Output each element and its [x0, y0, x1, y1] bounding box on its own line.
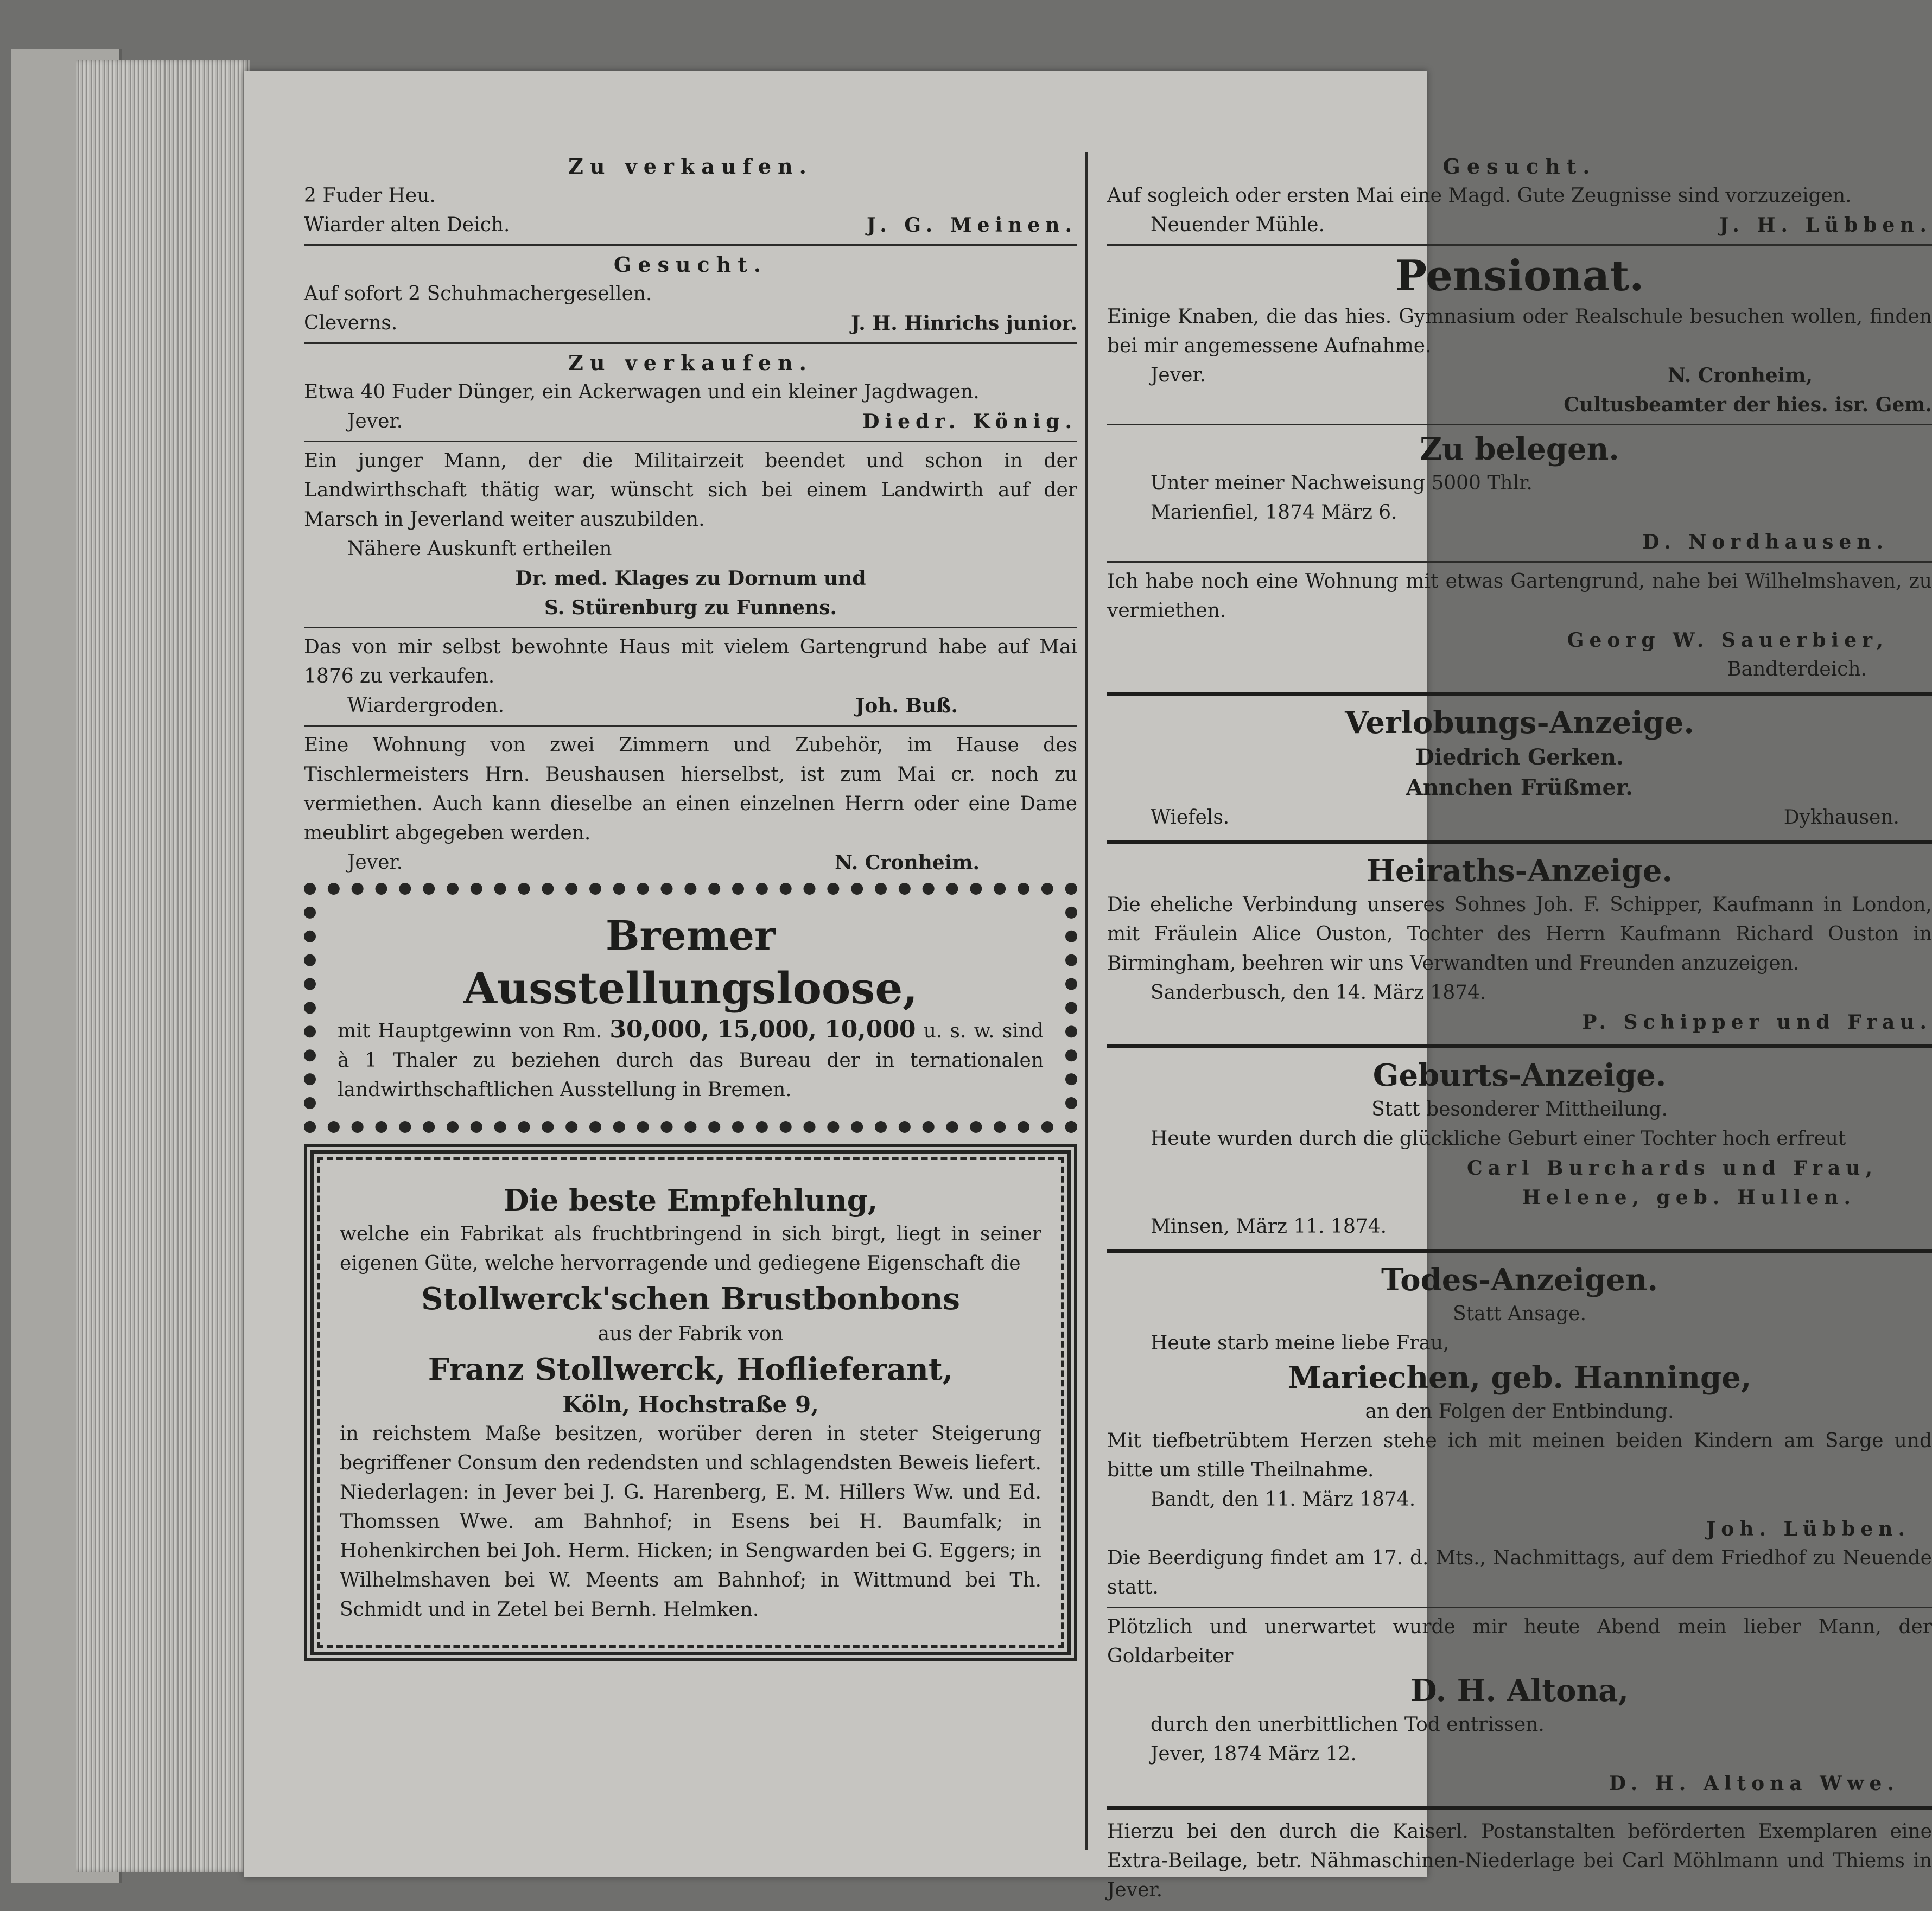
ad-text: Einige Knaben, die das hies. Gymnasium oder Realschule besuchen wollen, finden bei mir angemessene Aufnahme.	[1107, 305, 1932, 357]
ad-title: Geburts-Anzeige.	[1372, 1058, 1667, 1093]
ad-signature: Joh. Lübben.	[1706, 1518, 1910, 1540]
ad-signature: Dr. med. Klages zu Dornum und	[515, 567, 866, 590]
deceased-name: Mariechen, geb. Hanninge,	[1287, 1360, 1752, 1396]
maker-name: Franz Stollwerck, Hoflieferant,	[428, 1352, 954, 1387]
ad-apartment	[304, 731, 1077, 877]
separator	[1107, 1044, 1932, 1048]
ad-text: Eine Wohnung von zwei Zimmern und Zubehör, im Hause des Tischlermeisters Hrn. Beushausen hierselbst, ist zum Mai cr. noch zu vermiethen. Auch kann dieselbe an einen einzelnen Herrn oder eine Dame meublirt abgegeben werden.	[304, 734, 1077, 844]
ad-heading: Gesucht.	[613, 252, 768, 277]
ad-text: Die Beerdigung findet am 17. d. Mts., Nachmittags, auf dem Friedhof zu Neuende statt.	[1107, 1547, 1932, 1598]
separator	[304, 441, 1077, 442]
ad-text: Unter meiner Nachweisung 5000 Thlr.	[1151, 472, 1533, 494]
ad-engagement	[1107, 703, 1932, 832]
ad-text: mit Hauptgewinn von Rm.	[338, 1020, 602, 1042]
ad-subtitle: Statt Ansage.	[1453, 1303, 1586, 1325]
ad-title: Verlobungs-Anzeige.	[1345, 705, 1694, 741]
column-divider	[1085, 152, 1088, 1850]
deceased-name: D. H. Altona,	[1410, 1673, 1629, 1709]
ad-title: Pensionat.	[1395, 251, 1644, 301]
newspaper-page	[244, 71, 1932, 1901]
ad-text: Auf sogleich oder ersten Mai eine Magd. Gute Zeugnisse sind vorzuzeigen.	[1107, 184, 1852, 207]
person-name: Diedrich Gerken.	[1415, 744, 1624, 770]
ad-place: Neuender Mühle.	[1151, 214, 1325, 236]
ad-text: Mit tiefbetrübtem Herzen stehe ich mit meinen beiden Kindern am Sarge und bitte um stille Theilnahme.	[1107, 1430, 1932, 1481]
ad-signature: N. Cronheim.	[835, 851, 980, 874]
supplement-note	[1107, 1817, 1932, 1905]
ad-heading: Gesucht.	[1442, 154, 1597, 179]
ad-date: Bandt, den 11. März 1874.	[1151, 1488, 1416, 1511]
ad-signature: J. H. Hinrichs junior.	[850, 312, 1077, 335]
separator	[1107, 1249, 1932, 1253]
ad-text: Ich habe noch eine Wohnung mit etwas Gartengrund, nahe bei Wilhelmshaven, zu vermiethen.	[1107, 570, 1932, 622]
ad-shoemakers-wanted	[304, 250, 1077, 338]
ad-text: in reichstem Maße besitzen, worüber deren in steter Steigerung begriffener Consum den redendsten und schlagendsten Beweis liefert. Niederlagen: in Jever bei J. G. Harenberg, E. M. Hillers Ww. und Ed. Thomssen Wwe. am Bahnhof; in Esens bei H. Baumfalk; in Hohenkirchen bei Joh. Herm. Hicken; in Sengwarden bei G. Eggers; in Wilhelmshaven bei W. Meents am Bahnhof; in Wittmund bei Th. Schmidt und in Zetel bei Bernh. Helmken.	[340, 1423, 1041, 1621]
ad-subtitle: Ausstellungsloose,	[463, 963, 918, 1014]
separator	[304, 244, 1077, 246]
ad-signature: Carl Burchards und Frau,	[1466, 1157, 1878, 1180]
ad-title: Bremer	[606, 913, 776, 959]
ad-place: Bandterdeich.	[1727, 658, 1867, 680]
ad-text: Auf sofort 2 Schuhmachergesellen.	[304, 283, 652, 305]
ad-signature: D. H. Altona Wwe.	[1609, 1772, 1899, 1795]
ad-place: Wiefels.	[1151, 806, 1230, 829]
separator	[304, 342, 1077, 344]
ad-heading: Zu verkaufen.	[568, 351, 813, 375]
separator	[1107, 424, 1932, 425]
prize-amount: 10,000	[824, 1016, 916, 1043]
ad-house-sale	[304, 633, 1077, 721]
ad-signature: Joh. Buß.	[855, 695, 958, 717]
ad-signature: Georg W. Sauerbier,	[1567, 629, 1889, 652]
ad-text: durch den unerbittlichen Tod entrissen.	[1151, 1713, 1545, 1736]
ad-text: Nähere Auskunft ertheilen	[347, 538, 612, 560]
ad-signature: N. Cronheim,	[1668, 364, 1813, 387]
ad-signature: Diedr. König.	[862, 410, 1077, 433]
ad-manure-sale	[304, 348, 1077, 436]
ad-signature-role: Cultusbeamter der hies. isr. Gem.	[1564, 393, 1932, 416]
ad-death-notices	[1107, 1260, 1932, 1798]
ad-place: Dykhausen.	[1783, 806, 1899, 829]
prize-amount: 30,000,	[609, 1016, 710, 1043]
ad-maid-wanted	[1107, 152, 1932, 240]
ad-place: Wiardergroden.	[347, 695, 505, 717]
ad-marriage	[1107, 851, 1932, 1037]
separator	[304, 627, 1077, 628]
page-edges	[76, 60, 250, 1872]
ad-text: u. s. w. sind à 1 Thaler zu beziehen durch das Bureau der in ternationalen landwirthschaftlichen Ausstellung in Bremen.	[338, 1020, 1044, 1101]
person-name: Annchen Früßmer.	[1406, 775, 1634, 800]
ad-stollwerck	[304, 1144, 1077, 1661]
ad-text: an den Folgen der Entbindung.	[1365, 1400, 1674, 1423]
separator	[304, 725, 1077, 727]
ad-title: Die beste Empfehlung,	[503, 1183, 878, 1218]
left-column	[304, 152, 1077, 1661]
ad-text: Die eheliche Verbindung unseres Sohnes Joh. F. Schipper, Kaufmann in London, mit Fräulein Alice Ouston, Tochter des Herrn Kaufmann Richard Ouston in Birmingham, beehren wir uns Verwandten und Freunden anzuzeigen.	[1107, 894, 1932, 974]
separator	[1107, 1607, 1932, 1608]
ad-text: Plötzlich und unerwartet wurde mir heute Abend mein lieber Mann, der Goldarbeiter	[1107, 1616, 1932, 1667]
ad-signature: J. H. Lübben.	[1719, 214, 1932, 237]
ad-text: 2 Fuder Heu.	[304, 184, 436, 207]
ad-place: Jever.	[347, 851, 403, 874]
ad-title: Todes-Anzeigen.	[1381, 1262, 1658, 1298]
ad-text: welche ein Fabrikat als fruchtbringend in sich birgt, liegt in seiner eigenen Güte, welche hervorragende und gediegene Eigenschaft die	[340, 1223, 1041, 1275]
ad-bremer-lottery	[304, 883, 1077, 1133]
separator	[1107, 840, 1932, 844]
ad-heading: Zu verkaufen.	[568, 154, 813, 179]
ad-signature: P. Schipper und Frau.	[1582, 1011, 1932, 1034]
ad-birth	[1107, 1056, 1932, 1241]
ad-place: Jever.	[1151, 364, 1206, 386]
ad-date: Sanderbusch, den 14. März 1874.	[1151, 982, 1486, 1004]
ad-date: Minsen, März 11. 1874.	[1151, 1215, 1387, 1238]
ad-signature: S. Stürenburg zu Funnens.	[544, 596, 837, 619]
ad-young-man	[304, 447, 1077, 622]
product-name: Stollwerck'schen Brustbonbons	[421, 1281, 960, 1317]
ad-text: Ein junger Mann, der die Militairzeit beendet und schon in der Landwirthschaft thätig war, wünscht sich bei einem Landwirth auf der Marsch in Jeverland weiter auszubilden.	[304, 450, 1077, 531]
ad-text: Hierzu bei den durch die Kaiserl. Postanstalten beförderten Exemplaren eine Extra-Beilage, betr. Nähmaschinen-Niederlage bei Carl Möhlmann und Thiems in Jever.	[1107, 1820, 1932, 1901]
separator	[1107, 692, 1932, 696]
ad-hay-sale	[304, 152, 1077, 240]
ad-place: Jever.	[347, 410, 403, 432]
ad-loan	[1107, 430, 1932, 557]
ad-pension	[1107, 250, 1932, 419]
maker-address: Köln, Hochstraße 9,	[562, 1391, 819, 1418]
ad-text: Heute starb meine liebe Frau,	[1151, 1332, 1450, 1354]
ad-text: aus der Fabrik von	[598, 1323, 784, 1345]
ad-text: Marienfiel, 1874 März 6.	[1151, 501, 1397, 524]
separator	[1107, 561, 1932, 563]
ad-title: Heiraths-Anzeige.	[1366, 853, 1673, 889]
separator	[1107, 244, 1932, 246]
ad-text: Heute wurden durch die glückliche Geburt einer Tochter hoch erfreut	[1151, 1128, 1846, 1150]
ad-signature: J. G. Meinen.	[866, 214, 1077, 237]
prize-amount: 15,000,	[717, 1016, 817, 1043]
ad-apartment-garden	[1107, 567, 1932, 684]
ad-signature: D. Nordhausen.	[1642, 531, 1889, 553]
ad-text: Das von mir selbst bewohnte Haus mit vielem Gartengrund habe auf Mai 1876 zu verkaufen.	[304, 636, 1077, 687]
ad-date: Jever, 1874 März 12.	[1151, 1743, 1357, 1765]
ad-title: Zu belegen.	[1420, 431, 1619, 467]
ad-text: Etwa 40 Fuder Dünger, ein Ackerwagen und ein kleiner Jagdwagen.	[304, 381, 980, 403]
ad-subtitle: Statt besonderer Mittheilung.	[1371, 1098, 1668, 1120]
ad-place: Cleverns.	[304, 312, 398, 334]
ad-signature: Helene, geb. Hullen.	[1522, 1186, 1856, 1209]
right-column	[1107, 152, 1932, 1905]
separator	[1107, 1806, 1932, 1810]
ad-place: Wiarder alten Deich.	[304, 214, 510, 236]
